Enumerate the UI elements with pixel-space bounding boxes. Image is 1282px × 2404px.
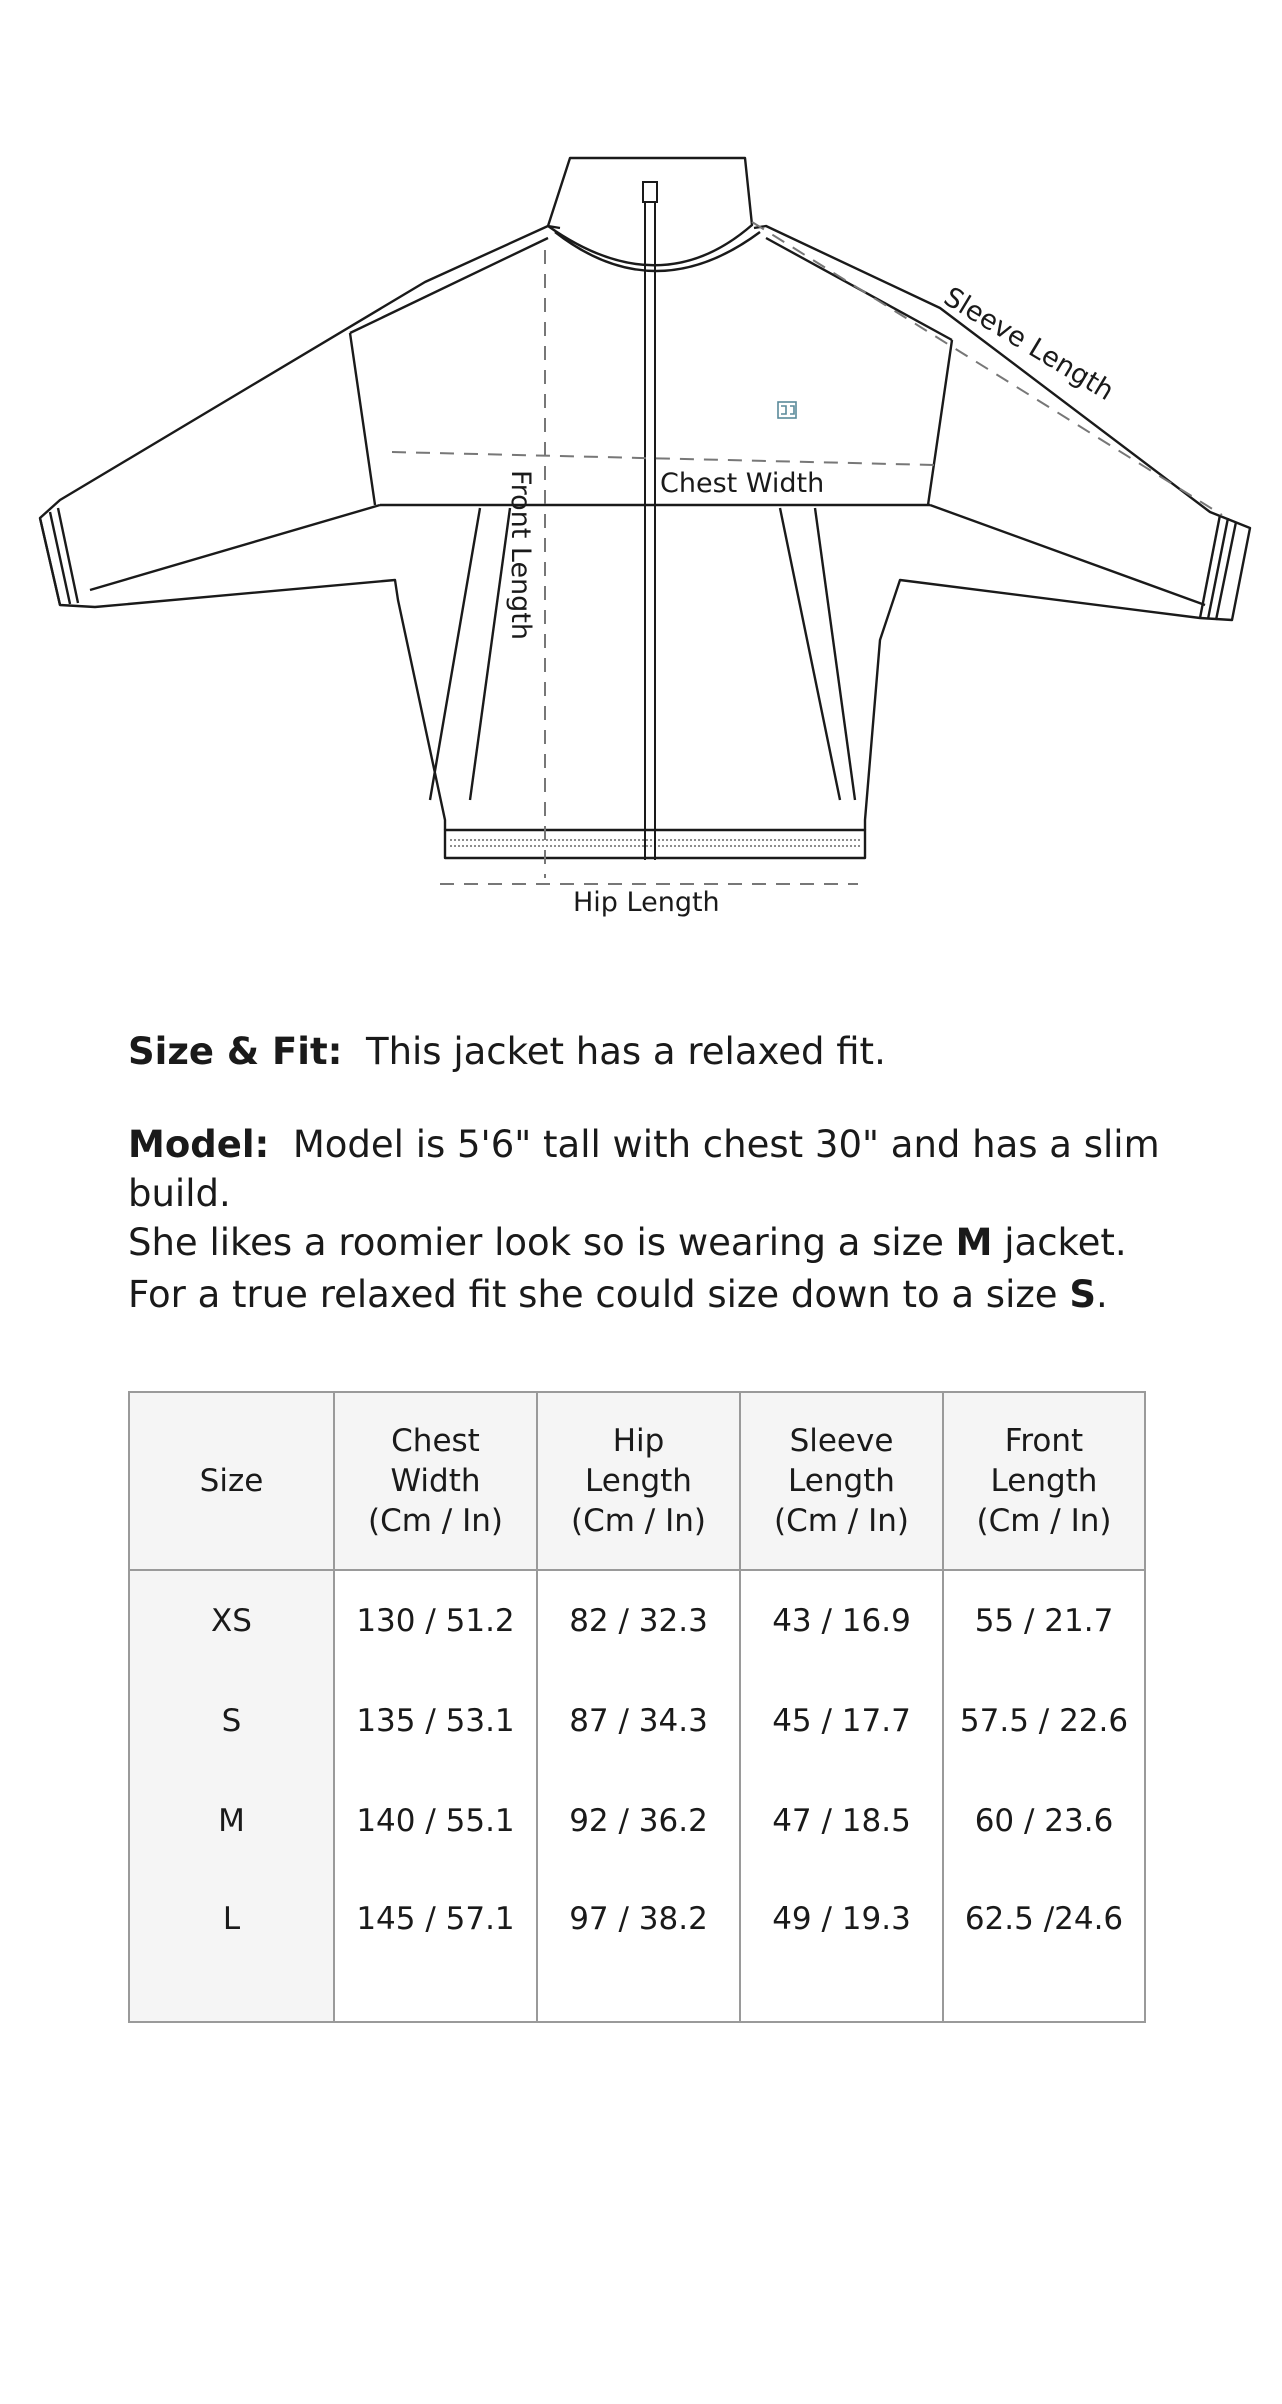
- model-paragraph: [128, 1120, 1248, 1267]
- hip-length-cell: 97 / 38.2: [537, 1871, 740, 2022]
- hip-length-cell: 87 / 34.3: [537, 1671, 740, 1771]
- size-fit-paragraph: [128, 1027, 1248, 1076]
- front-length-cell: 55 / 21.7: [943, 1570, 1145, 1671]
- table-header-row: [129, 1392, 1145, 1570]
- size-cell: S: [129, 1671, 334, 1771]
- chest-width-cell: 140 / 55.1: [334, 1771, 537, 1871]
- size-cell: L: [129, 1871, 334, 2022]
- front-length-cell: 57.5 / 22.6: [943, 1671, 1145, 1771]
- sleeve-length-cell: 47 / 18.5: [740, 1771, 943, 1871]
- table-row: [129, 1570, 1145, 1671]
- front-length-label: Front Length: [505, 470, 536, 641]
- chest-width-guide: [392, 452, 935, 465]
- table-row: [129, 1671, 1145, 1771]
- advice-after: .: [1095, 1273, 1108, 1316]
- header-size: Size: [129, 1392, 334, 1570]
- hip-length-label: Hip Length: [573, 887, 720, 918]
- sleeve-length-label: Sleeve Length: [938, 281, 1120, 407]
- chest-width-cell: 135 / 53.1: [334, 1671, 537, 1771]
- model-line-2-before: She likes a roomier look so is wearing a size: [128, 1221, 956, 1264]
- table-row: [129, 1871, 1145, 2022]
- header-hip-length: Hip Length (Cm / In): [537, 1392, 740, 1570]
- size-cell: M: [129, 1771, 334, 1871]
- size-chart-table: [128, 1391, 1146, 2023]
- size-fit-text: This jacket has a relaxed fit.: [365, 1030, 886, 1073]
- chest-logo-icon: [778, 402, 796, 418]
- size-cell: XS: [129, 1570, 334, 1671]
- header-sleeve-length: Sleeve Length (Cm / In): [740, 1392, 943, 1570]
- model-size: M: [955, 1221, 993, 1264]
- front-length-cell: 62.5 /24.6: [943, 1871, 1145, 2022]
- model-label: Model:: [128, 1123, 270, 1166]
- model-line-1: Model is 5'6" tall with chest 30" and has a slim build.: [128, 1123, 1160, 1215]
- header-chest-width: Chest Width (Cm / In): [334, 1392, 537, 1570]
- chest-width-cell: 145 / 57.1: [334, 1871, 537, 2022]
- sleeve-length-cell: 49 / 19.3: [740, 1871, 943, 2022]
- advice-size: S: [1069, 1273, 1096, 1316]
- model-line-2-after: jacket.: [992, 1221, 1127, 1264]
- table-row: [129, 1771, 1145, 1871]
- size-fit-label: Size & Fit:: [128, 1030, 343, 1073]
- front-length-cell: 60 / 23.6: [943, 1771, 1145, 1871]
- jacket-diagram: [0, 0, 1282, 960]
- sleeve-length-cell: 43 / 16.9: [740, 1570, 943, 1671]
- advice-before: For a true relaxed fit she could size down to a size: [128, 1273, 1070, 1316]
- hip-length-cell: 82 / 32.3: [537, 1570, 740, 1671]
- chest-width-cell: 130 / 51.2: [334, 1570, 537, 1671]
- header-front-length: Front Length (Cm / In): [943, 1392, 1145, 1570]
- hip-length-cell: 92 / 36.2: [537, 1771, 740, 1871]
- sleeve-length-cell: 45 / 17.7: [740, 1671, 943, 1771]
- zipper: [643, 182, 657, 860]
- sizing-advice-paragraph: [128, 1270, 1248, 1319]
- chest-width-label: Chest Width: [660, 468, 825, 499]
